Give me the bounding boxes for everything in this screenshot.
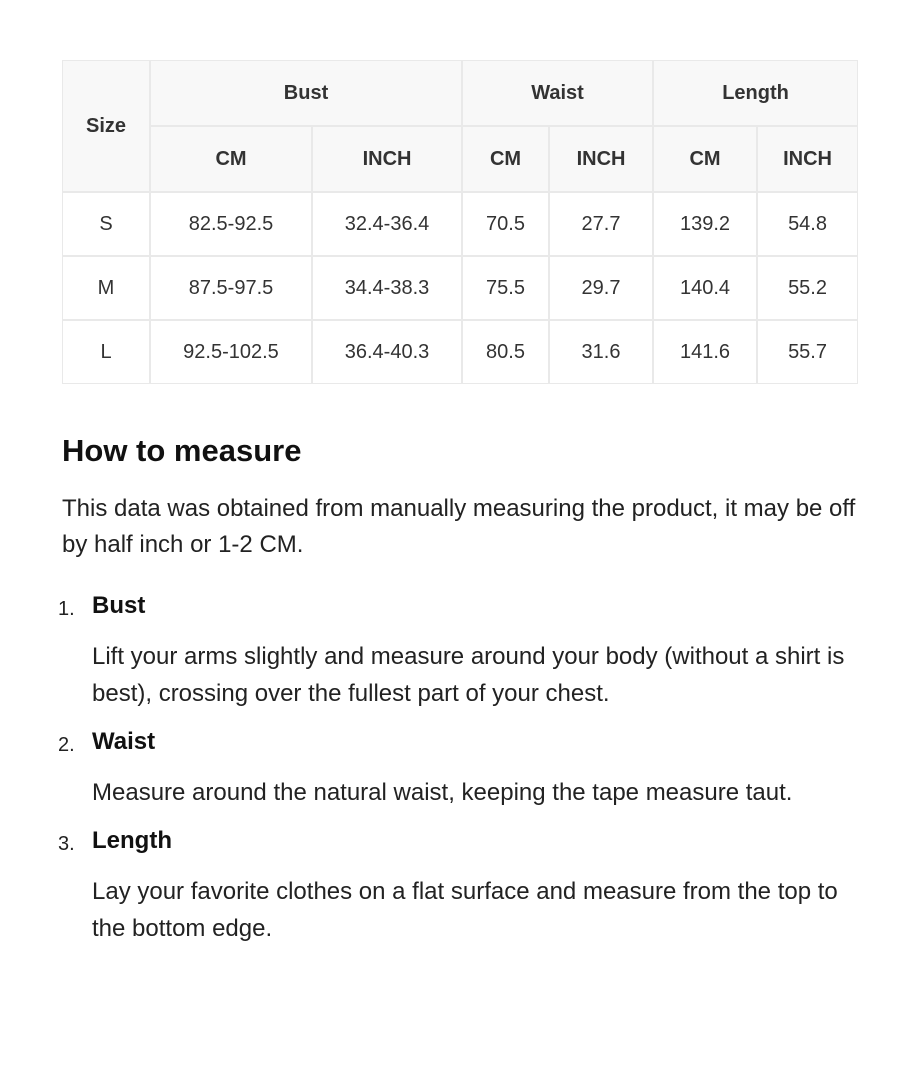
step-description: Lift your arms slightly and measure around your body (without a shirt is best), crossing over the fullest part of your chest. <box>92 643 845 707</box>
step-title: Length <box>92 827 172 854</box>
step-title: Waist <box>92 728 156 755</box>
step-description: Measure around the natural waist, keeping the tape measure taut. <box>92 779 793 806</box>
measurement-cell: 82.5-92.5 <box>150 192 312 256</box>
measurement-cell: 55.2 <box>757 256 858 320</box>
size-label: S <box>62 192 150 256</box>
size-label: L <box>62 320 150 384</box>
bust-inch-header: INCH <box>312 126 462 192</box>
step-number: 2. <box>58 734 75 756</box>
measure-disclaimer-text: This data was obtained from manually measuring the product, it may be off by half inch or 1-2 CM. <box>62 495 856 558</box>
length-inch-header: INCH <box>757 126 858 192</box>
measurement-cell: 31.6 <box>549 320 653 384</box>
measurement-cell: 80.5 <box>462 320 549 384</box>
measurement-cell: 36.4-40.3 <box>312 320 462 384</box>
measurement-cell: 87.5-97.5 <box>150 256 312 320</box>
table-unit-header-row <box>62 126 858 192</box>
waist-inch-header: INCH <box>549 126 653 192</box>
step-number: 1. <box>58 598 75 620</box>
measurement-cell: 92.5-102.5 <box>150 320 312 384</box>
step-body <box>92 826 858 962</box>
length-group-header: Length <box>653 60 858 126</box>
bust-cm-header: CM <box>150 126 312 192</box>
step-description: Lay your favorite clothes on a flat surface and measure from the top to the bottom edge. <box>92 878 838 942</box>
bust-group-header: Bust <box>150 60 462 126</box>
length-cm-header: CM <box>653 126 757 192</box>
size-column-header: Size <box>62 60 150 192</box>
step-body <box>92 727 858 826</box>
table-row-size-m <box>62 256 858 320</box>
step-body <box>92 591 858 727</box>
table-group-header-row <box>62 60 858 126</box>
measurement-cell: 27.7 <box>549 192 653 256</box>
table-row-size-s <box>62 192 858 256</box>
measure-steps-list <box>58 591 858 962</box>
measurement-cell: 55.7 <box>757 320 858 384</box>
measurement-cell: 32.4-36.4 <box>312 192 462 256</box>
measure-step-waist <box>58 727 858 826</box>
measurement-cell: 34.4-38.3 <box>312 256 462 320</box>
measurement-cell: 29.7 <box>549 256 653 320</box>
how-to-measure-title: How to measure <box>62 433 302 468</box>
table-row-size-l <box>62 320 858 384</box>
measurement-cell: 139.2 <box>653 192 757 256</box>
size-label: M <box>62 256 150 320</box>
measure-step-length <box>58 826 858 962</box>
measure-step-bust <box>58 591 858 727</box>
step-number: 3. <box>58 833 75 855</box>
measurement-cell: 70.5 <box>462 192 549 256</box>
measurement-cell: 75.5 <box>462 256 549 320</box>
measurement-cell: 54.8 <box>757 192 858 256</box>
step-title: Bust <box>92 592 146 619</box>
size-chart-table <box>62 60 858 384</box>
measurement-cell: 140.4 <box>653 256 757 320</box>
waist-cm-header: CM <box>462 126 549 192</box>
measurement-cell: 141.6 <box>653 320 757 384</box>
waist-group-header: Waist <box>462 60 653 126</box>
